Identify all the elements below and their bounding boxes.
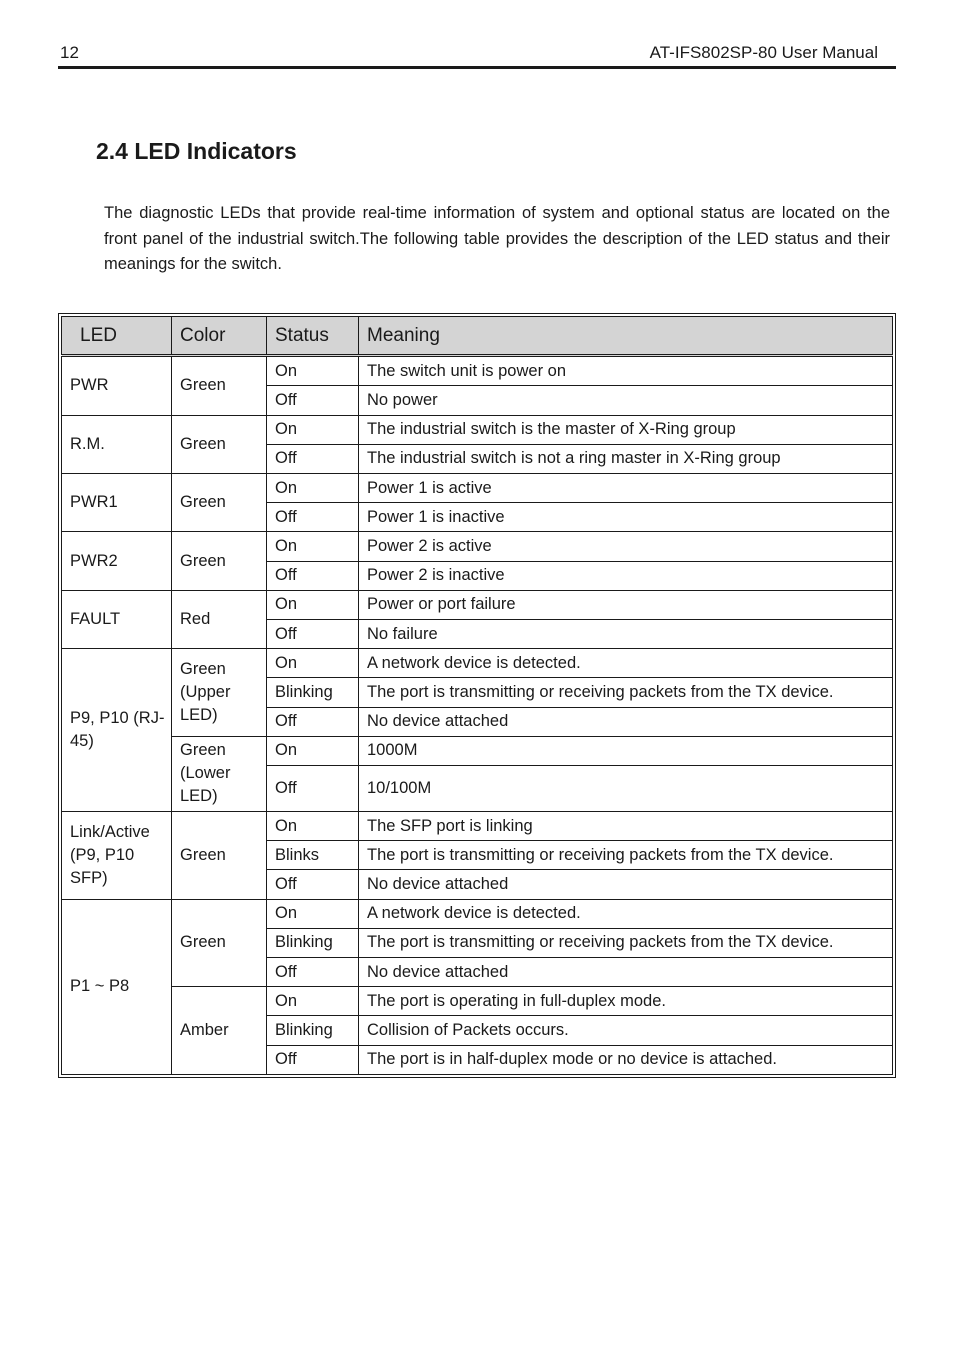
meaning-cell: The SFP port is linking: [359, 812, 893, 841]
header-meaning: Meaning: [359, 317, 893, 356]
table-row: [62, 812, 893, 841]
table-row: [62, 649, 893, 678]
meaning-cell: No device attached: [359, 870, 893, 899]
led-indicator-table: [61, 316, 893, 1075]
color-cell: Green (Upper LED): [172, 649, 267, 737]
status-cell: On: [267, 590, 359, 619]
color-cell: Green (Lower LED): [172, 736, 267, 811]
led-cell: PWR1: [62, 474, 172, 532]
meaning-cell: 10/100M: [359, 766, 893, 812]
table-row: [62, 532, 893, 561]
header-rule: [58, 66, 896, 69]
meaning-cell: The port is transmitting or receiving packets from the TX device.: [359, 678, 893, 707]
meaning-cell: The switch unit is power on: [359, 356, 893, 386]
led-cell: P1 ~ P8: [62, 899, 172, 1074]
status-cell: On: [267, 532, 359, 561]
status-cell: Off: [267, 958, 359, 987]
section-title: 2.4 LED Indicators: [96, 138, 297, 164]
status-cell: Off: [267, 766, 359, 812]
color-cell: Green: [172, 356, 267, 416]
led-cell: P9, P10 (RJ-45): [62, 649, 172, 812]
page-number: 12: [60, 43, 79, 62]
meaning-cell: No failure: [359, 620, 893, 649]
status-cell: Blinking: [267, 678, 359, 707]
table-row: [62, 590, 893, 619]
meaning-cell: No device attached: [359, 707, 893, 736]
meaning-cell: No device attached: [359, 958, 893, 987]
meaning-cell: Collision of Packets occurs.: [359, 1016, 893, 1045]
color-cell: Green: [172, 812, 267, 900]
table-row: [62, 356, 893, 386]
table-row: [62, 415, 893, 444]
status-cell: Off: [267, 503, 359, 532]
status-cell: Off: [267, 444, 359, 473]
header-status: Status: [267, 317, 359, 356]
table-row: [62, 474, 893, 503]
meaning-cell: A network device is detected.: [359, 899, 893, 928]
status-cell: On: [267, 474, 359, 503]
led-cell: R.M.: [62, 415, 172, 473]
status-cell: Off: [267, 1045, 359, 1074]
led-cell: FAULT: [62, 590, 172, 648]
meaning-cell: A network device is detected.: [359, 649, 893, 678]
status-cell: Off: [267, 386, 359, 415]
status-cell: On: [267, 812, 359, 841]
led-cell: PWR2: [62, 532, 172, 590]
status-cell: On: [267, 356, 359, 386]
meaning-cell: The port is operating in full-duplex mode.: [359, 987, 893, 1016]
color-cell: Green: [172, 532, 267, 590]
status-cell: On: [267, 736, 359, 765]
page-header: [60, 43, 896, 67]
meaning-cell: Power or port failure: [359, 590, 893, 619]
meaning-cell: No power: [359, 386, 893, 415]
status-cell: On: [267, 649, 359, 678]
header-color: Color: [172, 317, 267, 356]
status-cell: On: [267, 987, 359, 1016]
color-cell: Green: [172, 474, 267, 532]
meaning-cell: The industrial switch is not a ring master in X-Ring group: [359, 444, 893, 473]
status-cell: Off: [267, 620, 359, 649]
color-cell: Green: [172, 415, 267, 473]
status-cell: Off: [267, 561, 359, 590]
manual-title: AT-IFS802SP-80 User Manual: [649, 43, 878, 62]
meaning-cell: Power 2 is inactive: [359, 561, 893, 590]
meaning-cell: 1000M: [359, 736, 893, 765]
meaning-cell: The port is transmitting or receiving packets from the TX device.: [359, 928, 893, 957]
meaning-cell: Power 1 is inactive: [359, 503, 893, 532]
table-row: [62, 899, 893, 928]
meaning-cell: Power 1 is active: [359, 474, 893, 503]
status-cell: On: [267, 899, 359, 928]
status-cell: Blinking: [267, 928, 359, 957]
header-led: LED: [62, 317, 172, 356]
led-cell: PWR: [62, 356, 172, 416]
status-cell: Blinks: [267, 841, 359, 870]
color-cell: Amber: [172, 987, 267, 1075]
meaning-cell: The port is in half-duplex mode or no device is attached.: [359, 1045, 893, 1074]
led-table-frame: [58, 313, 896, 1078]
meaning-cell: Power 2 is active: [359, 532, 893, 561]
color-cell: Red: [172, 590, 267, 648]
intro-paragraph: The diagnostic LEDs that provide real-time information of system and optional status are located on the front panel of the industrial switch.The following table provides the description of the LED status and their meanings for the switch.: [104, 204, 890, 273]
table-row: [62, 736, 893, 765]
status-cell: On: [267, 415, 359, 444]
status-cell: Off: [267, 870, 359, 899]
led-cell: Link/Active (P9, P10 SFP): [62, 812, 172, 900]
table-header-row: [62, 317, 893, 356]
meaning-cell: The industrial switch is the master of X-Ring group: [359, 415, 893, 444]
color-cell: Green: [172, 899, 267, 987]
status-cell: Blinking: [267, 1016, 359, 1045]
status-cell: Off: [267, 707, 359, 736]
meaning-cell: The port is transmitting or receiving packets from the TX device.: [359, 841, 893, 870]
table-row: [62, 987, 893, 1016]
